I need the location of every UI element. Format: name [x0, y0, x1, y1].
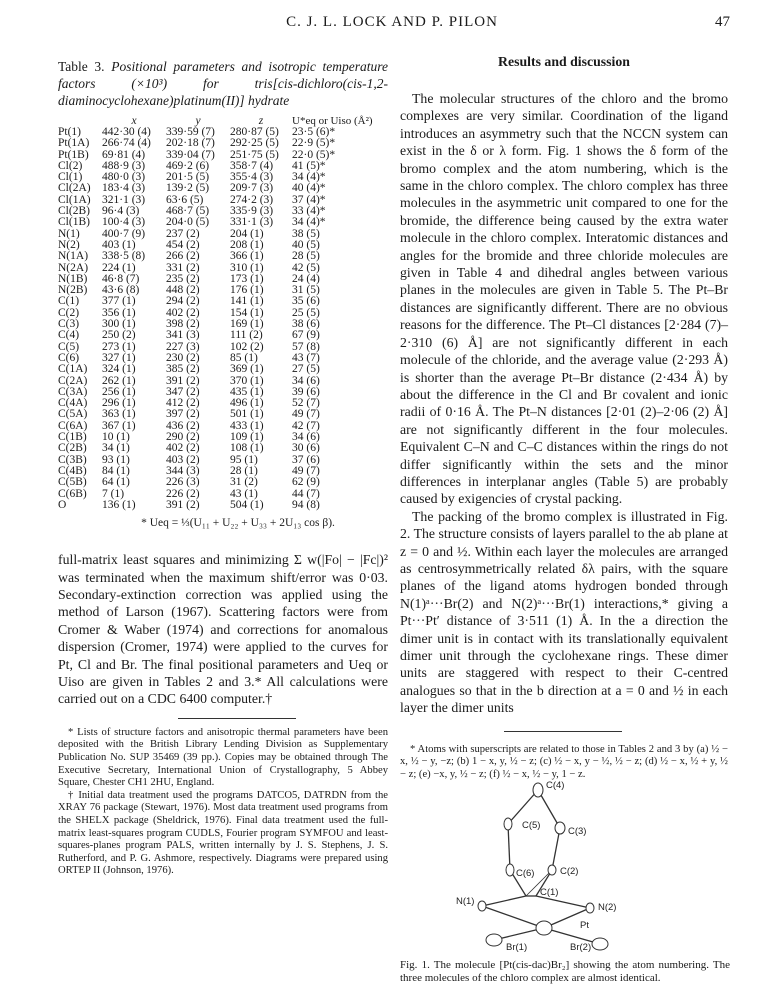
u-value: 34 (4)* [292, 171, 326, 184]
x-value: 136 (1) [102, 498, 136, 511]
z-value: 292·25 (5) [230, 137, 279, 150]
u-value: 37 (6) [292, 453, 320, 466]
table-title: Positional parameters and isotropic temperature factors (×10³) for tris[cis-dichloro(cis-1,2-diaminocyclohexane)platinum(II)] hydrate [58, 59, 388, 108]
footnote-deposit: * Lists of structure factors and anisotropic thermal parameters have been deposited with the British Library Lending Division as Supplementary Publication No. SUP 35469 (39 pp.). Copies may be obtained through The Executive Secretary, International Union of Crystallography, 5 Abbey Square, Chester CH1 2HU, England. [58, 726, 388, 789]
y-value: 331 (2) [166, 261, 200, 274]
y-value: 385 (2) [166, 363, 200, 376]
u-value: 31 (5) [292, 284, 320, 297]
atom-label: Cl(2) [58, 159, 83, 172]
footnote-programs: † Initial data treatment used the programs DATCO5, DATRDN from the XRAY 76 package (Stewart, 1976). Most data treatment used programs from the SHELX package (Sheldrick, 1976). Final data treatment used the full-matrix least-squares program CUDLS, Fourier program SYMFOU and least-squares-planes program PALS, written internally by J. S. Stephens, J. S. Rutherford, and P. G. Ashmore, respectively. Diagrams were prepared using ORTEP II (Johnson, 1976). [58, 789, 388, 877]
atom-label: C(2) [58, 306, 80, 319]
u-value: 42 (7) [292, 419, 320, 432]
y-value: 402 (2) [166, 306, 200, 319]
paragraph: The packing of the bromo complex is illustrated in Fig. 2. The structure consists of layers parallel to the ab plane at z = 0 and ½. Within each layer the molecules are arranged as centrosymmetrically related δλ pairs, with the square planes of the ligand atoms hydrogen bonded through N(1)ᵃ···Br(2) and N(2)ᵃ···Br(1) interactions,* giving a Pt···Pt′ distance of 3·511 (1) Å. In the a direction the dimer unit is in contact with its translationally equivalent dimer unit through the cyclohexane rings. These dimer units are staggered with respect to their C-centred analogues so that in the b direction at a = 0 and ½ in each layer the dimer units [400, 508, 728, 716]
x-value: 296 (1) [102, 397, 136, 410]
y-value: 391 (2) [166, 498, 200, 511]
table-row [58, 364, 373, 375]
u-value: 33 (4)* [292, 205, 326, 218]
u-value: 67 (9) [292, 329, 320, 342]
label-pt: Pt [580, 920, 589, 931]
paragraph: The molecular structures of the chloro and the bromo complexes are very similar. Coordination of the ligand introduces an asymmetry such that the NCCN system can exist in the δ or λ form. Fig. 1 shows the δ form of the bromo complex and the atom numbering, which is the same in the chloro complex. The chloro complex has three molecules in the asymmetric unit compared to one for the bromide, the difference being caused by the extra water molecule in the chloro complex. Interatomic distances and angles for the bromide and three chloride molecules are given in Table 4 and dihedral angles between various planes in the molecules are given in Table 5. The Pt–Br distances are significantly different. There are no obvious reasons for the difference. The Pt–Cl distances [2·284 (7)–2·310 (6) Å] are not significantly different in each molecule of the chloride, and the average value (2·293 Å) is shorter than the average Pt–Br distance (2·434 Å) by about the difference in the Cl and Br covalent and ionic radii of 0·16 Å. The Pt–N distances [2·01 (2)–2·06 (2) Å] are not significantly different in the four molecules. Equivalent C–N and C–C distances within the rings do not differ significantly within the sets and the minor differences in interplanar angles (Table 5) are probably caused by exigencies of crystal packing. [400, 91, 728, 507]
atom-label: C(5B) [58, 476, 87, 489]
z-value: 31 (2) [230, 476, 258, 489]
u-value: 34 (6) [292, 431, 320, 444]
z-value: 433 (1) [230, 419, 264, 432]
u-value: 25 (5) [292, 306, 320, 319]
u-value: 42 (5) [292, 261, 320, 274]
y-value: 391 (2) [166, 374, 200, 387]
label-c1: C(1) [540, 887, 559, 898]
atom-label: N(1A) [58, 250, 89, 263]
u-value: 57 (8) [292, 340, 320, 353]
x-value: 84 (1) [102, 464, 130, 477]
y-value: 454 (2) [166, 238, 200, 251]
z-value: 154 (1) [230, 306, 264, 319]
y-value: 226 (2) [166, 487, 200, 500]
figure-caption: Fig. 1. The molecule [Pt(cis-dac)Br₂] showing the atom numbering. The three molecules of the chloro complex are almost identical. [400, 959, 730, 984]
z-value: 366 (1) [230, 250, 264, 263]
u-value: 22·0 (5)* [292, 148, 336, 161]
atom-label: C(4) [58, 329, 80, 342]
u-value: 35 (6) [292, 295, 320, 308]
y-value: 339·04 (7) [166, 148, 215, 161]
z-value: 28 (1) [230, 464, 258, 477]
u-value: 34 (4)* [292, 216, 326, 229]
y-value: 398 (2) [166, 318, 200, 331]
atom-label: C(5A) [58, 408, 88, 421]
z-value: 274·2 (3) [230, 193, 274, 206]
x-value: 324 (1) [102, 363, 136, 376]
table-body [58, 127, 373, 511]
atom-label: C(2B) [58, 442, 87, 455]
molecule-figure [440, 778, 740, 954]
y-value: 227 (3) [166, 340, 200, 353]
y-value: 402 (2) [166, 442, 200, 455]
x-value: 10 (1) [102, 431, 130, 444]
x-value: 34 (1) [102, 442, 130, 455]
x-value: 100·4 (3) [102, 216, 146, 229]
z-value: 176 (1) [230, 284, 264, 297]
label-n2: N(2) [598, 902, 617, 913]
x-value: 250 (2) [102, 329, 136, 342]
col-header-u: U*eq or Uiso (Å²) [292, 115, 373, 127]
label-c4: C(4) [546, 780, 565, 791]
footnote-divider [178, 718, 296, 719]
z-value: 435 (1) [230, 385, 264, 398]
u-value: 22·9 (5)* [292, 137, 336, 150]
u-value: 39 (6) [292, 385, 320, 398]
atom-label: C(6B) [58, 487, 87, 500]
positional-parameters-table [58, 113, 373, 511]
y-value: 436 (2) [166, 419, 200, 432]
atom-label: N(1B) [58, 272, 88, 285]
x-value: 442·30 (4) [102, 126, 151, 138]
y-value: 202·18 (7) [166, 137, 215, 150]
y-value: 235 (2) [166, 272, 200, 285]
u-value: 41 (5)* [292, 159, 326, 172]
z-value: 355·4 (3) [230, 171, 274, 184]
u-value: 27 (5) [292, 363, 320, 376]
atom-label: C(4A) [58, 397, 88, 410]
atom-label: O [58, 498, 67, 511]
u-value: 49 (7) [292, 408, 320, 421]
y-value: 448 (2) [166, 284, 200, 297]
right-column [400, 52, 728, 781]
y-value: 339·59 (7) [166, 126, 215, 138]
y-value: 294 (2) [166, 295, 200, 308]
x-value: 64 (1) [102, 476, 130, 489]
atom-label: C(3B) [58, 453, 87, 466]
x-value: 338·5 (8) [102, 250, 146, 263]
table-caption [58, 58, 388, 109]
y-value: 266 (2) [166, 250, 200, 263]
u-value: 44 (7) [292, 487, 320, 500]
label-c2: C(2) [560, 866, 579, 877]
u-value: 24 (4) [292, 272, 320, 285]
u-value: 49 (7) [292, 464, 320, 477]
z-value: 209·7 (3) [230, 182, 274, 195]
z-value: 111 (2) [230, 329, 263, 342]
z-value: 208 (1) [230, 238, 264, 251]
atom-label: C(4B) [58, 464, 87, 477]
col-header-y: y [195, 114, 201, 127]
z-value: 496 (1) [230, 397, 264, 410]
table-footnote: * Ueq = ⅓(U₁₁ + U₂₂ + U₃₃ + 2U₁₃ cos β). [141, 517, 335, 530]
atom-label: N(2B) [58, 284, 88, 297]
table-row [58, 251, 373, 262]
u-value: 62 (9) [292, 476, 320, 489]
footnote-divider [504, 731, 622, 732]
z-value: 251·75 (5) [230, 148, 279, 161]
z-value: 504 (1) [230, 498, 264, 511]
footnotes [58, 727, 388, 878]
x-value: 96·4 (3) [102, 205, 140, 218]
table-row [58, 477, 373, 488]
section-heading: Results and discussion [498, 54, 630, 69]
atom-label: C(5) [58, 340, 80, 353]
atom-label: Pt(1A) [58, 137, 90, 150]
atom-label: Cl(2B) [58, 205, 90, 218]
atom-label: C(6A) [58, 419, 88, 432]
y-value: 201·5 (5) [166, 171, 210, 184]
atom-label: C(3) [58, 318, 80, 331]
z-value: 280·87 (5) [230, 126, 279, 138]
z-value: 43 (1) [230, 487, 258, 500]
label-c3: C(3) [568, 826, 587, 837]
atom-label: Pt(1) [58, 126, 81, 138]
left-column [58, 52, 388, 878]
y-value: 412 (2) [166, 397, 200, 410]
y-value: 341 (3) [166, 329, 200, 342]
col-header-z: z [258, 114, 264, 127]
x-value: 224 (1) [102, 261, 136, 274]
y-value: 469·2 (6) [166, 159, 210, 172]
x-value: 69·81 (4) [102, 148, 146, 161]
z-value: 335·9 (3) [230, 205, 274, 218]
z-value: 204 (1) [230, 227, 264, 240]
u-value: 38 (6) [292, 318, 320, 331]
label-n1: N(1) [456, 896, 475, 907]
x-value: 262 (1) [102, 374, 136, 387]
x-value: 93 (1) [102, 453, 130, 466]
table-row [58, 443, 373, 454]
left-body-text: full-matrix least squares and minimizing Σ w(|Fo| − |Fc|)² was terminated when the maximum shift/error was 0·03. Secondary-extinction correction was applied using the method of Larson (1967). Scattering factors were from Cromer & Waber (1974) and corrections for anomalous dispersion (Cromer, 1974) were applied to the curves for Pt, Cl and Br. The final positional parameters and Ueq or Uiso are given in Tables 2 and 3.* All calculations were carried out on a CDC 6400 computer.† [58, 552, 388, 707]
atom-label: C(2A) [58, 374, 88, 387]
z-value: 85 (1) [230, 351, 258, 364]
x-value: 7 (1) [102, 487, 125, 500]
u-value: 94 (8) [292, 498, 320, 511]
y-value: 403 (2) [166, 453, 200, 466]
y-value: 204·0 (5) [166, 216, 210, 229]
u-value: 40 (4)* [292, 182, 326, 195]
x-value: 256 (1) [102, 385, 136, 398]
u-value: 23·5 (6)* [292, 126, 336, 138]
y-value: 226 (3) [166, 476, 200, 489]
z-value: 501 (1) [230, 408, 264, 421]
x-value: 266·74 (4) [102, 137, 151, 150]
atom-label: N(2A) [58, 261, 89, 274]
atom-label: C(6) [58, 351, 80, 364]
u-value: 30 (6) [292, 442, 320, 455]
x-value: 367 (1) [102, 419, 136, 432]
atom-label: C(3A) [58, 385, 88, 398]
y-value: 237 (2) [166, 227, 200, 240]
z-value: 358·7 (4) [230, 159, 274, 172]
atom-label: Cl(1A) [58, 193, 91, 206]
y-value: 468·7 (5) [166, 205, 210, 218]
results-text [400, 90, 728, 717]
table-header-row [58, 113, 373, 127]
atom-label: N(1) [58, 227, 80, 240]
y-value: 344 (3) [166, 464, 200, 477]
x-value: 327 (1) [102, 351, 136, 364]
u-value: 37 (4)* [292, 193, 326, 206]
z-value: 310 (1) [230, 261, 264, 274]
z-value: 109 (1) [230, 431, 264, 444]
atom-label: N(2) [58, 238, 80, 251]
x-value: 377 (1) [102, 295, 136, 308]
page-number: 47 [715, 14, 730, 30]
label-br1: Br(1) [506, 942, 528, 953]
y-value: 347 (2) [166, 385, 200, 398]
x-value: 46·8 (7) [102, 272, 140, 285]
u-value: 34 (6) [292, 374, 320, 387]
page-header [0, 14, 784, 34]
x-value: 488·9 (3) [102, 159, 146, 172]
x-value: 363 (1) [102, 408, 136, 421]
x-value: 403 (1) [102, 238, 136, 251]
x-value: 273 (1) [102, 340, 136, 353]
atom-label: C(1B) [58, 431, 87, 444]
symmetry-footnote: * Atoms with superscripts are related to those in Tables 2 and 3 by (a) ½ − x, ½ − y, −z; (b) 1 − x, y, ½ − z; (c) ½ − x, y − ½, ½ − z; (d) ½ − x, ½ + y, ½ − z; (e) −x, y, ½ − z; (f) ½ − x, ½ − y, 1 − z. [400, 743, 728, 780]
y-value: 63·6 (5) [166, 193, 204, 206]
y-value: 397 (2) [166, 408, 200, 421]
y-value: 290 (2) [166, 431, 200, 444]
u-value: 38 (5) [292, 227, 320, 240]
z-value: 141 (1) [230, 295, 264, 308]
z-value: 173 (1) [230, 272, 264, 285]
x-value: 183·4 (3) [102, 182, 146, 195]
table-label: Table 3. [58, 59, 105, 74]
atom-label: Cl(1B) [58, 216, 90, 229]
atom-label: Cl(1) [58, 171, 83, 184]
y-value: 139·2 (5) [166, 182, 210, 195]
table-row [58, 330, 373, 341]
table-row [58, 500, 373, 511]
ortep-drawing [440, 778, 740, 954]
x-value: 400·7 (9) [102, 227, 146, 240]
x-value: 43·6 (8) [102, 284, 140, 297]
u-value: 40 (5) [292, 238, 320, 251]
z-value: 369 (1) [230, 363, 264, 376]
running-title: C. J. L. LOCK AND P. PILON [286, 14, 498, 30]
z-value: 370 (1) [230, 374, 264, 387]
atom-label: C(1) [58, 295, 80, 308]
table-row [58, 138, 373, 149]
x-value: 321·1 (3) [102, 193, 146, 206]
u-value: 52 (7) [292, 397, 320, 410]
z-value: 169 (1) [230, 318, 264, 331]
z-value: 95 (1) [230, 453, 258, 466]
x-value: 300 (1) [102, 318, 136, 331]
z-value: 108 (1) [230, 442, 264, 455]
table-row [58, 217, 373, 228]
z-value: 331·1 (3) [230, 216, 274, 229]
atom-label: Cl(2A) [58, 182, 91, 195]
u-value: 28 (5) [292, 250, 320, 263]
x-value: 480·0 (3) [102, 171, 146, 184]
col-header-x: x [131, 114, 137, 127]
atom-label: Pt(1B) [58, 148, 89, 161]
label-br2: Br(2) [570, 942, 592, 953]
x-value: 356 (1) [102, 306, 136, 319]
label-c6: C(6) [516, 868, 535, 879]
z-value: 102 (2) [230, 340, 264, 353]
u-value: 43 (7) [292, 351, 320, 364]
label-c5: C(5) [522, 820, 541, 831]
atom-label: C(1A) [58, 363, 88, 376]
y-value: 230 (2) [166, 351, 200, 364]
